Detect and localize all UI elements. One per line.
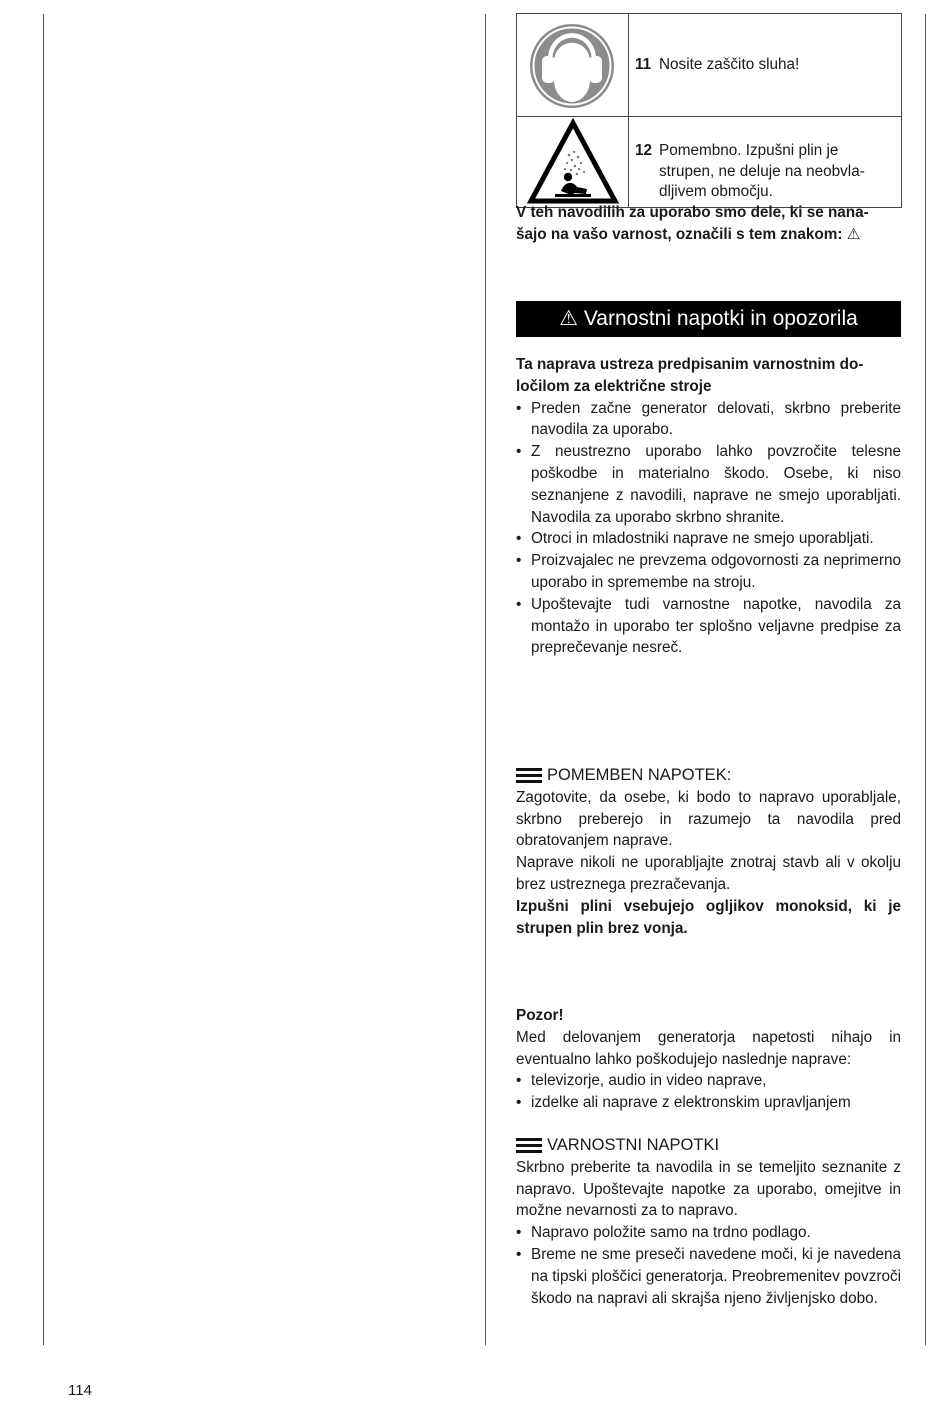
toxic-exhaust-warning-icon: [517, 117, 628, 207]
intro-heading: [516, 354, 901, 398]
symbol-table: [516, 13, 902, 208]
caution-bullets: [516, 1070, 901, 1114]
intro-heading-line: Ta naprava ustreza predpisanim varnostnim do-: [516, 356, 864, 373]
important-note-title: POMEMBEN NAPOTEK:: [547, 766, 732, 784]
symbol-caption: [629, 55, 901, 76]
marker-note: [516, 202, 901, 246]
page-number: 114: [68, 1382, 92, 1399]
column-divider-rule: [485, 14, 486, 1345]
marker-note-line: V teh navodilih za uporabo smo dele, ki se nana-: [516, 204, 869, 221]
important-note-paragraph: Naprave nikoli ne uporabljajte znotraj stavb ali v okolju brez ustreznega prezračevanja.: [516, 854, 901, 893]
symbol-row: [517, 14, 902, 117]
section-banner: ⚠ Varnostni napotki in opozorila: [516, 301, 901, 337]
intro-heading-line: ločilom za električne stroje: [516, 377, 712, 395]
list-item: • Preden začne generator delovati, skrbno preberite navodila za uporabo.: [516, 398, 901, 442]
marker-note-line: šajo na vašo varnost, označili s tem znakom: ⚠: [516, 225, 861, 243]
list-item: • Upoštevajte tudi varnostne napotke, navodila za montažo in uporabo ter splošno veljavne predpise za preprečevanje nesreč.: [516, 594, 901, 659]
list-item: • izdelke ali naprave z elektronskim upravljanjem: [516, 1092, 901, 1114]
symbol-text-line: strupen, ne deluje na neobvla-: [659, 162, 865, 180]
list-item: • Napravo položite samo na trdno podlago.: [516, 1222, 901, 1244]
safety-notes-text: Skrbno preberite ta navodila in se temeljito seznanite z napravo. Upoštevajte napotke za uporabo, omejitve in možne nevarnosti za to napravo.: [516, 1158, 901, 1220]
hearing-protection-icon: [517, 14, 628, 116]
symbol-text-line: Pomembno. Izpušni plin je: [659, 142, 839, 159]
safety-notes-header: [516, 1135, 901, 1157]
symbol-number: 11: [635, 55, 652, 73]
intro-section: [516, 354, 901, 659]
symbol-row: [517, 117, 902, 208]
symbol-number: 12: [635, 142, 653, 159]
safety-notes-title: VARNOSTNI NAPOTKI: [547, 1136, 720, 1154]
list-item: • Z neustrezno uporabo lahko povzročite telesne poškodbe in materialno škodo. Osebe, ki niso seznanjene z navodili, naprave ne smejo uporabljati. Navodila za uporabo skrbno shranite.: [516, 441, 901, 528]
important-note-paragraph: Zagotovite, da osebe, ki bodo to napravo uporabljale, skrbno preberejo in razumejo ta navodila pred obratovanjem naprave.: [516, 788, 901, 850]
symbol-text-line: dljivem območju.: [659, 183, 773, 200]
intro-bullets: [516, 398, 901, 660]
note-lines-icon: [516, 768, 542, 783]
caution-title: Pozor!: [516, 1007, 564, 1024]
important-note: [516, 765, 901, 939]
left-margin-rule: [43, 14, 44, 1345]
safety-notes-bullets: [516, 1222, 901, 1309]
symbol-caption: [629, 129, 901, 203]
important-note-warning: Izpušni plini vsebujejo ogljikov monoksid, ki je strupen plin brez vonja.: [516, 897, 901, 937]
list-item: • Breme ne sme preseči navedene moči, ki je navedena na tipski ploščici generatorja. Preobremenitev povzroči škodo na napravi ali skrajša njeno življenjsko dobo.: [516, 1244, 901, 1309]
important-note-header: [516, 765, 901, 787]
caution-text: Med delovanjem generatorja napetosti nihajo in eventualno lahko poškodujejo naslednje naprave:: [516, 1028, 901, 1068]
list-item: • televizorje, audio in video naprave,: [516, 1070, 901, 1092]
symbol-text: Nosite zaščito sluha!: [659, 55, 800, 73]
right-margin-rule: [925, 14, 926, 1345]
safety-notes-section: [516, 1135, 901, 1309]
list-item: • Proizvajalec ne prevzema odgovornosti za neprimerno uporabo in spremembe na stroju.: [516, 550, 901, 594]
caution-section: [516, 1005, 901, 1114]
note-lines-icon: [516, 1138, 542, 1153]
symbol-text: [659, 141, 865, 203]
list-item: • Otroci in mladostniki naprave ne smejo uporabljati.: [516, 528, 901, 550]
